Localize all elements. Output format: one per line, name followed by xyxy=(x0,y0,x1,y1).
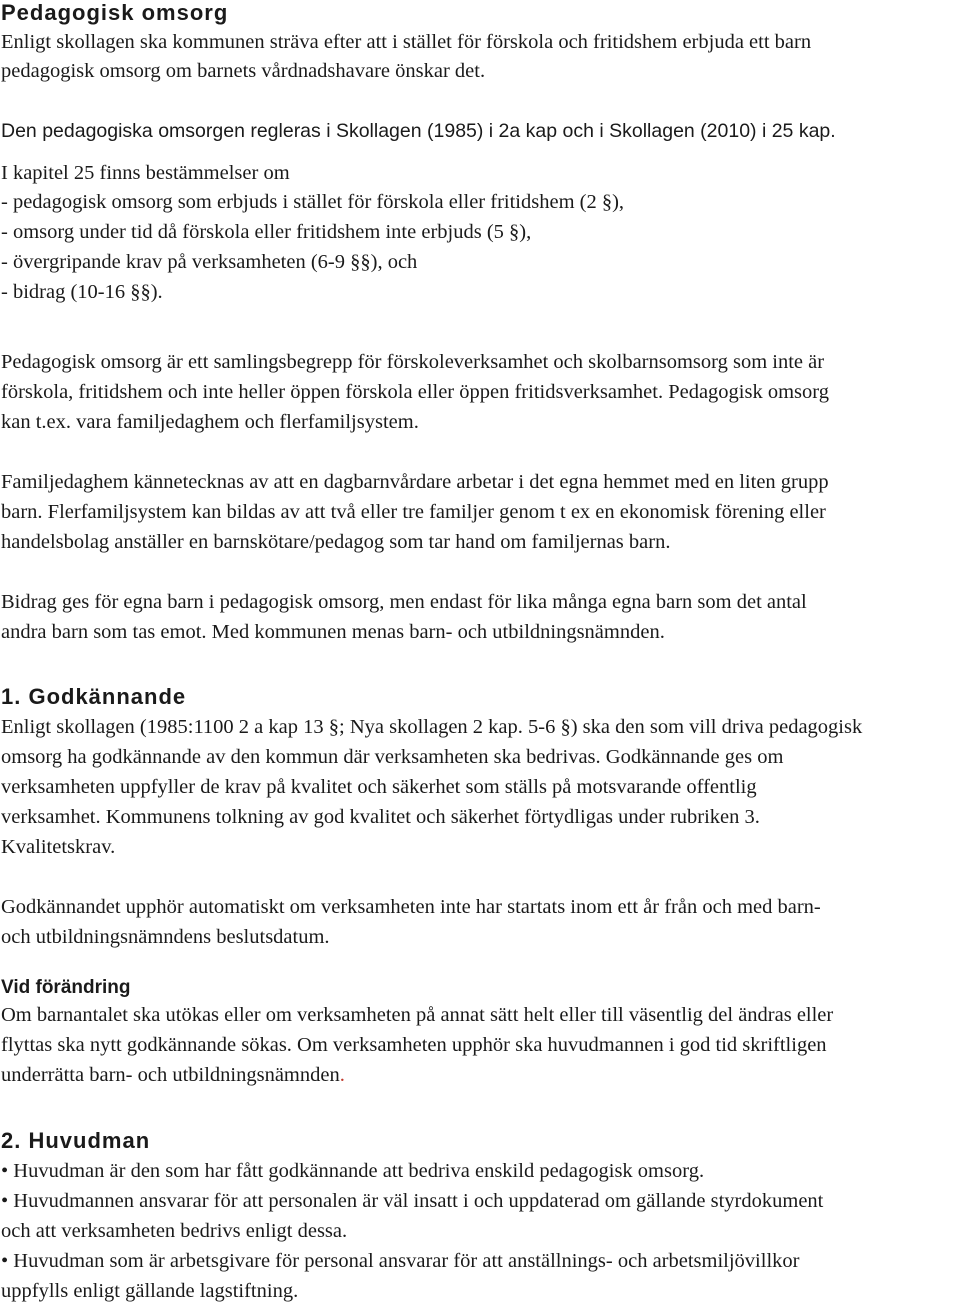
bullet-item-continuation: och att verksamheten bedrivs enligt dessa. xyxy=(1,1220,348,1242)
paragraph-line: Godkännandet upphör automatiskt om verksamheten inte har startats inom ett år från och med barn- xyxy=(1,896,821,918)
bullet-item: • Huvudmannen ansvarar för att personalen är väl insatt i och uppdaterad om gällande styrdokument xyxy=(1,1190,824,1212)
section-heading-huvudman: 2. Huvudman xyxy=(1,1128,151,1153)
paragraph-line: pedagogisk omsorg om barnets vårdnadshavare önskar det. xyxy=(1,60,486,82)
list-item: - pedagogisk omsorg som erbjuds i stället för förskola eller fritidshem (2 §), xyxy=(1,191,625,213)
paragraph-line: verksamheten uppfyller de krav på kvalitet och säkerhet som ställs på motsvarande offentlig xyxy=(1,776,757,798)
paragraph-line: Enligt skollagen (1985:1100 2 a kap 13 §; Nya skollagen 2 kap. 5-6 §) ska den som vill driva pedagogisk xyxy=(1,716,863,738)
paragraph-line: förskola, fritidshem och inte heller öppen förskola eller öppen fritidsverksamhet. Pedagogisk omsorg xyxy=(1,381,829,403)
end-mark: . xyxy=(339,1064,345,1086)
paragraph-line: Kvalitetskrav. xyxy=(1,836,116,858)
paragraph-line: Om barnantalet ska utökas eller om verksamheten på annat sätt helt eller till väsentlig del ändras eller xyxy=(1,1004,834,1026)
paragraph-line: andra barn som tas emot. Med kommunen menas barn- och utbildningsnämnden. xyxy=(1,621,665,643)
list-item: - övergripande krav på verksamheten (6-9 §§), och xyxy=(1,251,418,273)
paragraph-line: verksamhet. Kommunens tolkning av god kvalitet och säkerhet förtydligas under rubriken 3. xyxy=(1,806,760,828)
paragraph-line: Bidrag ges för egna barn i pedagogisk omsorg, men endast för lika många egna barn som det antal xyxy=(1,591,807,613)
paragraph-line: Den pedagogiska omsorgen regleras i Skollagen (1985) i 2a kap och i Skollagen (2010) i 25 kap. xyxy=(1,120,836,142)
bullet-item-continuation: uppfylls enligt gällande lagstiftning. xyxy=(1,1280,299,1302)
paragraph-line: I kapitel 25 finns bestämmelser om xyxy=(1,162,290,184)
subheading-vid-forandring: Vid förändring xyxy=(1,977,131,998)
paragraph-line: Enligt skollagen ska kommunen sträva efter att i stället för förskola och fritidshem erbjuda ett barn xyxy=(1,31,812,53)
bullet-item: • Huvudman som är arbetsgivare för personal ansvarar för att anställnings- och arbetsmiljövillkor xyxy=(1,1250,800,1272)
paragraph-line: handelsbolag anställer en barnskötare/pedagog som tar hand om familjernas barn. xyxy=(1,531,671,553)
paragraph-line: flyttas ska nytt godkännande sökas. Om verksamheten upphör ska huvudmannen i god tid skriftligen xyxy=(1,1034,827,1056)
section-heading-pedagogisk-omsorg: Pedagogisk omsorg xyxy=(1,0,229,25)
paragraph-line: kan t.ex. vara familjedaghem och flerfamiljsystem. xyxy=(1,411,419,433)
paragraph-line: Pedagogisk omsorg är ett samlingsbegrepp för förskoleverksamhet och skolbarnsomsorg som inte är xyxy=(1,351,825,373)
paragraph-line-text: underrätta barn- och utbildningsnämnden xyxy=(1,1064,340,1086)
section-heading-godkannande: 1. Godkännande xyxy=(1,684,187,709)
list-item: - bidrag (10-16 §§). xyxy=(1,281,163,303)
paragraph-line: Familjedaghem kännetecknas av att en dagbarnvårdare arbetar i det egna hemmet med en liten grupp xyxy=(1,471,829,493)
list-item: - omsorg under tid då förskola eller fritidshem inte erbjuds (5 §), xyxy=(1,221,532,243)
paragraph-line: och utbildningsnämndens beslutsdatum. xyxy=(1,926,330,948)
paragraph-line: omsorg ha godkännande av den kommun där verksamheten ska bedrivas. Godkännande ges om xyxy=(1,746,784,768)
paragraph-line xyxy=(1,1062,345,1088)
paragraph-line: barn. Flerfamiljsystem kan bildas av att två eller tre familjer genom t ex en ekonomisk förening eller xyxy=(1,501,826,523)
bullet-item: • Huvudman är den som har fått godkännande att bedriva enskild pedagogisk omsorg. xyxy=(1,1160,705,1182)
